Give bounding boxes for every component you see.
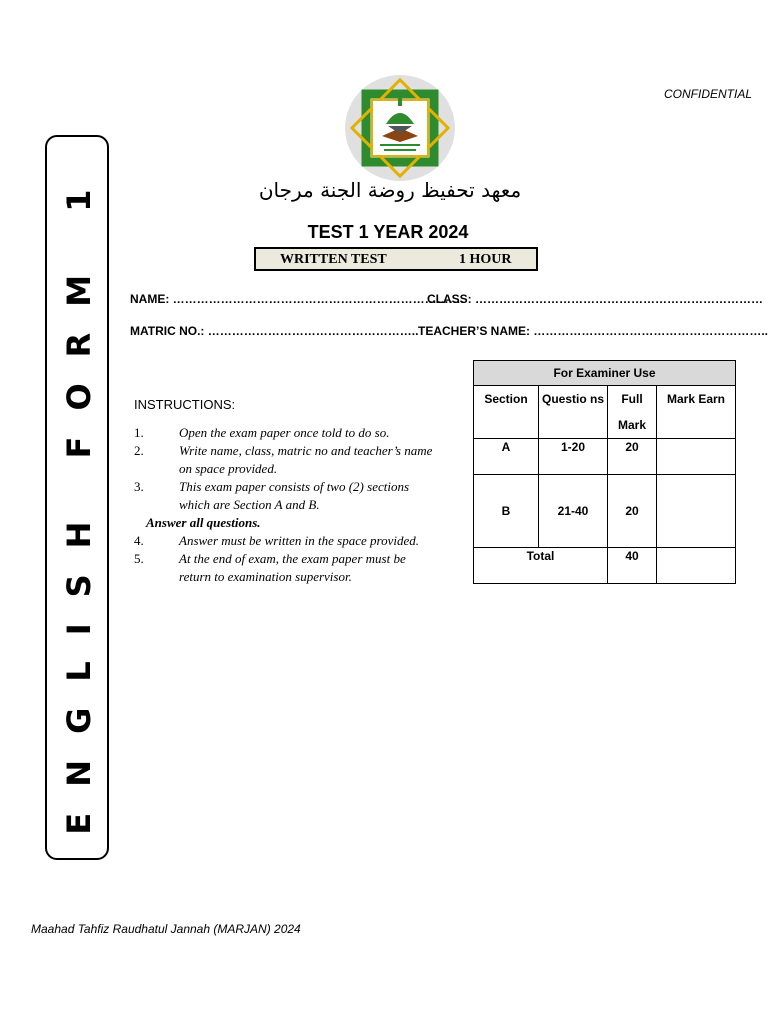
cell-mark-earn[interactable] [657,475,736,548]
instruction-number: 2. [134,443,144,458]
instruction-number: 5. [134,551,144,566]
instruction-item [134,532,434,550]
examiner-table [473,360,736,584]
cell-full-mark: 20 [608,439,657,475]
cell-questions: 1-20 [539,439,608,475]
paper-type: WRITTEN TEST [280,252,387,267]
institution-arabic-name: معهد تحفيظ روضة الجنة مرجان [258,178,522,202]
instruction-extra: Answer all questions. [146,515,261,530]
confidential-label: CONFIDENTIAL [664,87,753,101]
instructions-title: INSTRUCTIONS: [134,397,236,412]
table-row [474,439,736,475]
column-header-section: Section [474,386,539,439]
name-field[interactable]: NAME: ………………………………………………………………. [130,292,464,306]
instruction-number: 1. [134,425,144,440]
cell-section: B [474,475,539,548]
cell-mark-earn[interactable] [657,439,736,475]
instruction-text: At the end of exam, the exam paper must be return to examination supervisor. [179,551,406,584]
paper-duration: 1 HOUR [459,252,512,267]
table-row [474,475,736,548]
cell-full-mark: 20 [608,475,657,548]
cell-section: A [474,439,539,475]
column-header-questions: Questio ns [539,386,608,439]
column-header-mark-earn: Mark Earn [657,386,736,439]
subject-label: ENGLISH FORM 1 [60,163,98,835]
instruction-number: 4. [134,533,144,548]
instruction-text: Open the exam paper once told to do so. [179,425,390,440]
total-row [474,548,736,584]
instruction-item [134,442,434,478]
total-mark-earn[interactable] [657,548,736,584]
paper-info-box [254,247,538,271]
examiner-table-title: For Examiner Use [474,361,736,386]
total-full-mark: 40 [608,548,657,584]
instruction-item [134,550,434,586]
footer-text: Maahad Tahfiz Raudhatul Jannah (MARJAN) 2024 [31,922,301,936]
total-label: Total [474,548,608,584]
instruction-text: This exam paper consists of two (2) sections which are Section A and B. [179,479,410,512]
institution-logo [344,74,456,182]
instruction-text: Write name, class, matric no and teacher’s name on space provided. [179,443,433,476]
column-header-full-mark: Full Mark [608,386,657,439]
matric-field[interactable]: MATRIC NO.: …………………………………………….. [130,324,419,338]
instructions-list [134,424,434,586]
subject-side-panel [45,135,109,860]
test-title: TEST 1 YEAR 2024 [307,222,469,242]
cell-questions: 21-40 [539,475,608,548]
class-field[interactable]: CLASS: ……………………………………………………………… [427,292,763,306]
teacher-name-field[interactable]: TEACHER’S NAME: ………………………………………………….. [418,324,768,338]
instruction-number: 3. [134,479,144,494]
instruction-item [134,478,434,514]
instruction-item [134,424,434,442]
instruction-text: Answer must be written in the space provided. [179,533,419,548]
